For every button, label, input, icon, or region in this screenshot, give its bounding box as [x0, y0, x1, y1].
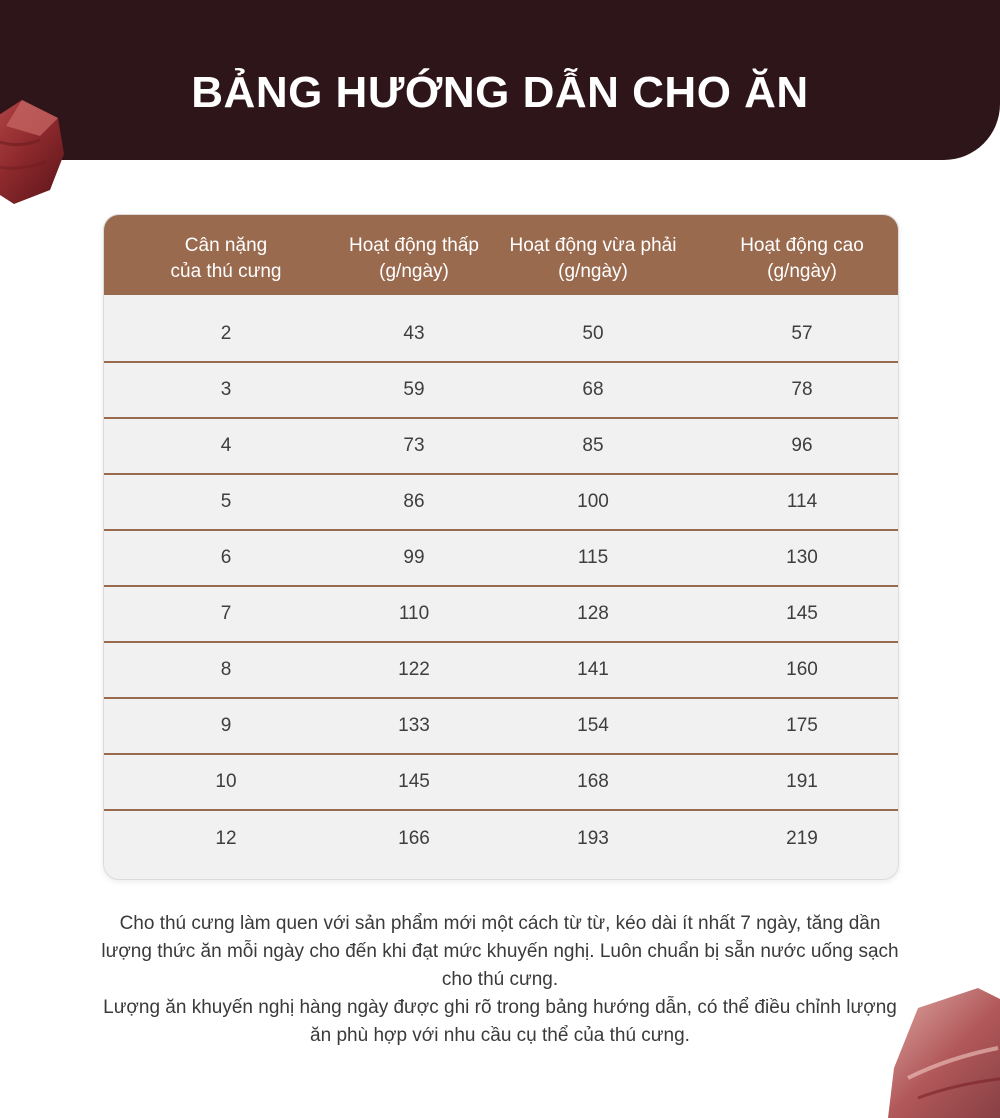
cell-low: 43: [403, 323, 425, 344]
page-header: [0, 0, 1000, 160]
table-row: [104, 363, 898, 419]
cell-low: 145: [398, 771, 430, 792]
cell-moderate: 100: [577, 491, 609, 512]
table-row: [104, 475, 898, 531]
cell-high: 78: [791, 379, 813, 400]
feeding-notes: [100, 910, 900, 1050]
cell-moderate: 128: [577, 603, 609, 624]
table-row: [104, 643, 898, 699]
cell-high: 145: [786, 603, 818, 624]
cell-low: 122: [398, 659, 430, 680]
cell-weight: 6: [220, 547, 232, 568]
table-row: [104, 419, 898, 475]
cell-high: 160: [786, 659, 818, 680]
cell-high: 96: [791, 435, 813, 456]
cell-high: 57: [791, 323, 813, 344]
table-header-row: [104, 215, 898, 295]
cell-weight: 3: [220, 379, 232, 400]
column-header-high-activity: Hoạt động cao (g/ngày): [740, 235, 864, 282]
cell-moderate: 85: [582, 435, 604, 456]
column-header-moderate-activity: Hoạt động vừa phải (g/ngày): [509, 235, 677, 282]
cell-high: 219: [786, 828, 818, 849]
page-title: BẢNG HƯỚNG DẪN CHO ĂN: [191, 68, 809, 117]
cell-moderate: 141: [577, 659, 609, 680]
cell-low: 110: [398, 603, 430, 624]
cell-weight: 10: [215, 771, 237, 792]
cell-moderate: 68: [582, 379, 604, 400]
cell-moderate: 168: [577, 771, 609, 792]
cell-high: 175: [786, 715, 818, 736]
cell-low: 166: [398, 828, 430, 849]
cell-low: 73: [403, 435, 425, 456]
cell-low: 99: [403, 547, 425, 568]
notes-paragraph-1: Cho thú cưng làm quen với sản phẩm mới một cách từ từ, kéo dài ít nhất 7 ngày, tăng dần lượng thức ăn mỗi ngày cho đến khi đạt mức khuyến nghị. Luôn chuẩn bị sẵn nước uống sạch cho thú cưng.: [101, 913, 899, 990]
table-row: [104, 811, 898, 867]
cell-weight: 4: [220, 435, 232, 456]
cell-high: 130: [786, 547, 818, 568]
meat-chunk-icon: [0, 92, 70, 210]
cell-weight: 2: [220, 323, 232, 344]
cell-weight: 8: [220, 659, 232, 680]
cell-moderate: 115: [577, 547, 609, 568]
notes-paragraph-2: Lượng ăn khuyến nghị hàng ngày được ghi rõ trong bảng hướng dẫn, có thể điều chỉnh lượng ăn phù hợp với nhu cầu cụ thể của thú cưng.: [103, 997, 897, 1046]
cell-low: 133: [398, 715, 430, 736]
column-header-weight: Cân nặng của thú cưng: [170, 235, 282, 282]
cell-weight: 9: [220, 715, 232, 736]
cell-moderate: 154: [577, 715, 609, 736]
cell-low: 59: [403, 379, 425, 400]
table-row: [104, 307, 898, 363]
column-header-low-activity: Hoạt động thấp (g/ngày): [349, 235, 479, 282]
cell-weight: 12: [215, 828, 237, 849]
cell-high: 114: [786, 491, 818, 512]
cell-moderate: 193: [577, 828, 609, 849]
table-row: [104, 699, 898, 755]
cell-weight: 5: [220, 491, 232, 512]
table-row: [104, 587, 898, 643]
cell-low: 86: [403, 491, 425, 512]
table-body: [104, 295, 898, 867]
cell-high: 191: [786, 771, 818, 792]
cell-moderate: 50: [582, 323, 604, 344]
table-row: [104, 755, 898, 811]
meat-chunk-icon: [888, 988, 1000, 1118]
cell-weight: 7: [220, 603, 232, 624]
table-row: [104, 531, 898, 587]
feeding-table: [103, 214, 899, 880]
